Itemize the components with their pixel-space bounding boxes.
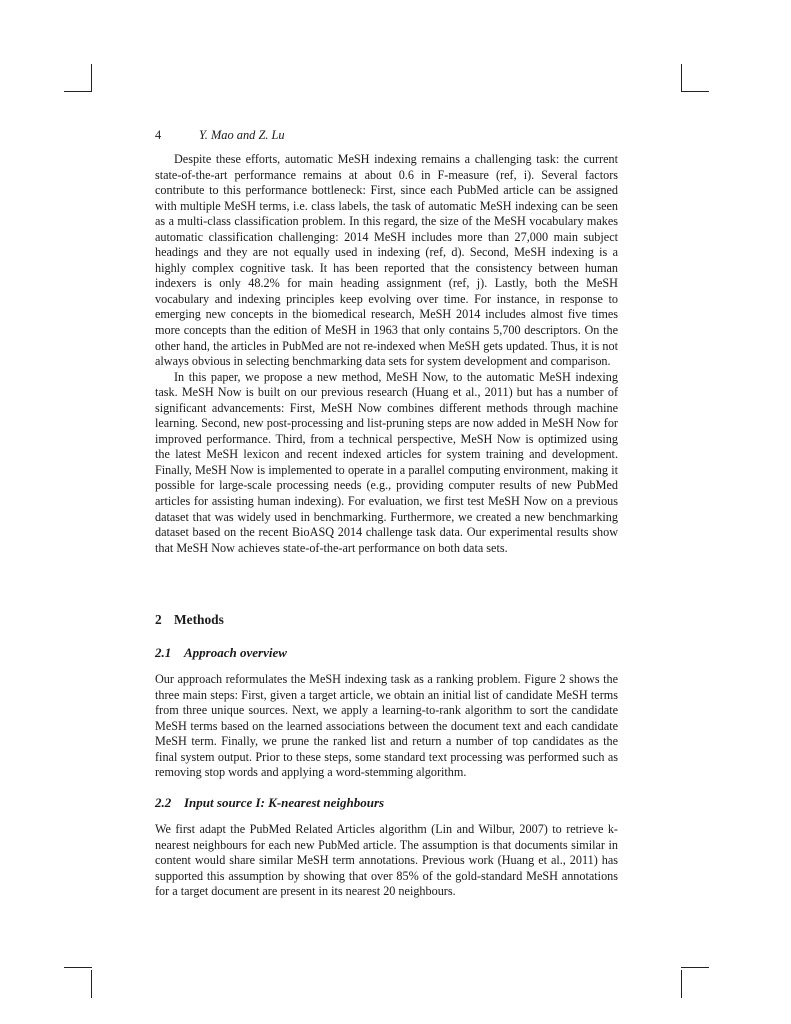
running-header-authors: Y. Mao and Z. Lu bbox=[199, 128, 285, 142]
page-number: 4 bbox=[155, 128, 162, 142]
knn-paragraph: We first adapt the PubMed Related Articles algorithm (Lin and Wilbur, 2007) to retrieve k-nearest neighbours for each new PubMed article. The assumption is that documents similar in content would share similar MeSH term annotations. Previous work (Huang et al., 2011) has supported this assumption by showing that over 85% of the gold-standard MeSH annotations for a target document are present in its nearest 20 neighbours. bbox=[155, 822, 618, 899]
approach-overview-text bbox=[155, 672, 618, 781]
intro-text bbox=[155, 152, 618, 556]
subsection-title: Input source I: K-nearest neighbours bbox=[184, 795, 385, 810]
crop-mark-top-right-h bbox=[681, 91, 709, 92]
intro-paragraph-2: In this paper, we propose a new method, MeSH Now, to the automatic MeSH indexing task. MeSH Now is built on our previous research (Huang et al., 2011) but has a number of significant advancements: First, MeSH Now combines different methods through machine learning. Second, new post-processing and list-pruning steps are now added in MeSH Now for improved performance. Third, from a technical perspective, MeSH Now is optimized using the latest MeSH lexicon and recent indexed articles for system training and development. Finally, MeSH Now is implemented to operate in a parallel computing environment, making it possible for large-scale processing needs (e.g., providing computer results of new PubMed articles for assisting human indexing). For evaluation, we first test MeSH Now on a previous dataset that was widely used in benchmarking. Furthermore, we created a new benchmarking dataset based on the recent BioASQ 2014 challenge task data. Our experimental results show that MeSH Now achieves state-of-the-art performance on both data sets. bbox=[155, 369, 618, 555]
subsection-heading-approach-overview bbox=[155, 645, 287, 661]
section-heading-methods bbox=[155, 612, 224, 628]
crop-mark-bottom-right-h bbox=[681, 967, 709, 968]
subsection-title: Approach overview bbox=[184, 645, 287, 660]
crop-mark-top-right-v bbox=[681, 64, 682, 92]
crop-mark-bottom-left-h bbox=[64, 967, 92, 968]
subsection-number: 2.2 bbox=[155, 795, 172, 810]
approach-overview-paragraph: Our approach reformulates the MeSH indexing task as a ranking problem. Figure 2 shows the three main steps: First, given a target article, we obtain an initial list of candidate MeSH terms from three unique sources. Next, we apply a learning-to-rank algorithm to sort the candidate MeSH terms based on the learned associations between the document text and each candidate MeSH term. Finally, we prune the ranked list and return a number of top candidates as the final system output. Prior to these steps, some standard text processing was performed such as removing stop words and applying a word-stemming algorithm. bbox=[155, 672, 618, 780]
crop-mark-bottom-left-v bbox=[91, 970, 92, 998]
crop-mark-top-left-h bbox=[64, 91, 92, 92]
running-header bbox=[155, 128, 285, 143]
section-title: Methods bbox=[174, 612, 224, 627]
subsection-heading-knn bbox=[155, 795, 384, 811]
subsection-number: 2.1 bbox=[155, 645, 172, 660]
section-number: 2 bbox=[155, 612, 162, 627]
crop-mark-bottom-right-v bbox=[681, 970, 682, 998]
crop-mark-top-left-v bbox=[91, 64, 92, 92]
knn-text bbox=[155, 822, 618, 900]
intro-paragraph-1: Despite these efforts, automatic MeSH indexing remains a challenging task: the current state-of-the-art performance remains at about 0.6 in F-measure (ref, i). Several factors contribute to this performance bottleneck: First, since each PubMed article can be assigned with multiple MeSH terms, i.e. class labels, the task of automatic MeSH indexing can be seen as a multi-class classification problem. In this regard, the size of the MeSH vocabulary makes automatic classification challenging: 2014 MeSH includes more than 27,000 main subject headings and they are not equally used in indexing (ref, d). Second, MeSH indexing is a highly complex cognitive task. It has been reported that the consistency between human indexers is only 48.2% for main heading assignment (ref, j). Lastly, both the MeSH vocabulary and indexing principles keep evolving over time. For instance, in response to emerging new concepts in the biomedical research, MeSH 2014 includes almost five times more concepts than the edition of MeSH in 1963 that only contains 5,700 descriptors. On the other hand, the articles in PubMed are not re-indexed when MeSH gets updated. Thus, it is not always obvious in selecting benchmarking data sets for system development and comparison. bbox=[155, 152, 618, 369]
